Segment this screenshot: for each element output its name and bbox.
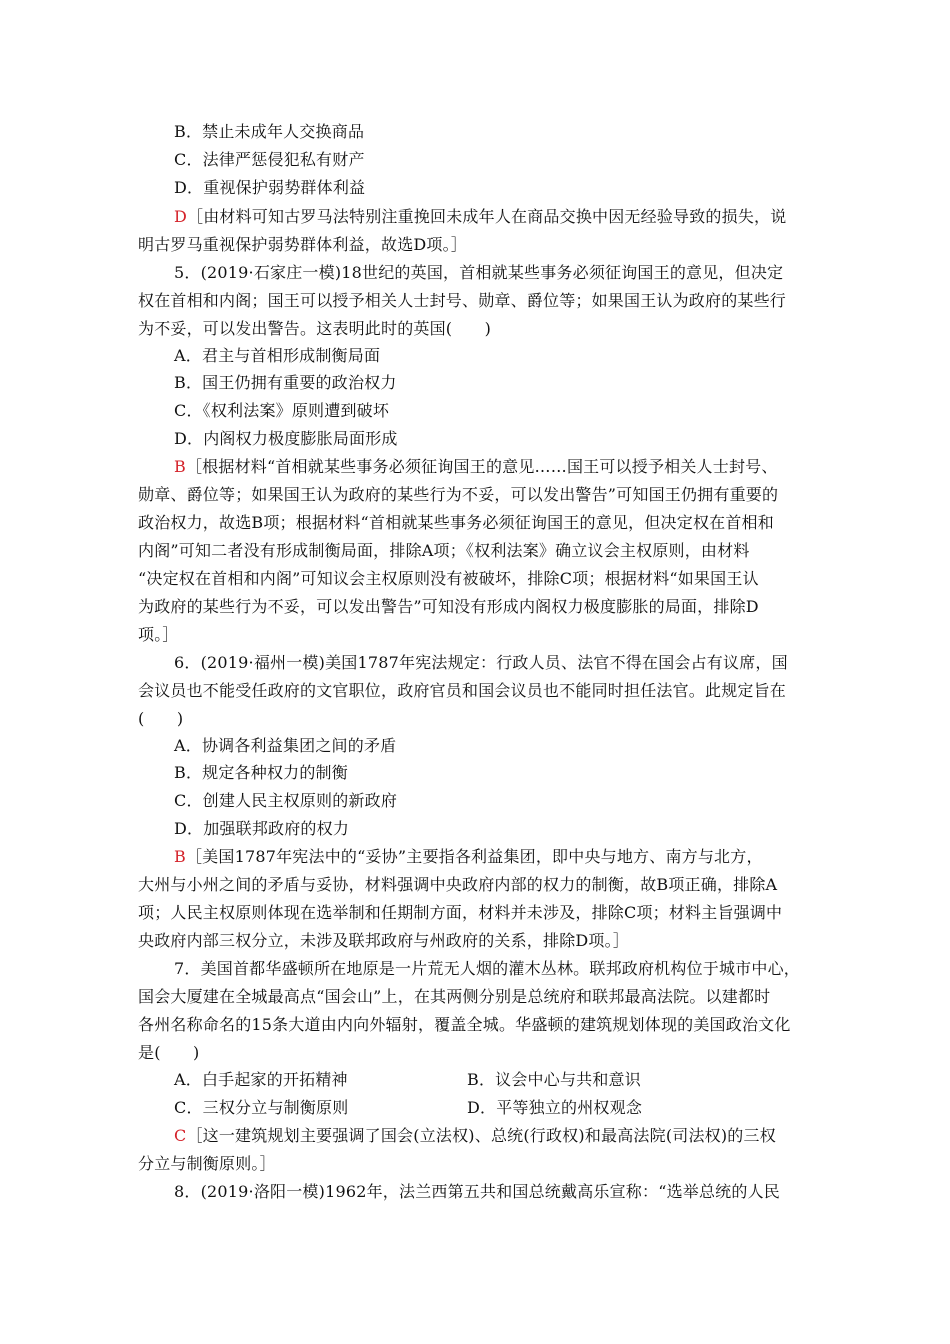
q6-option-a: A．协调各利益集团之间的矛盾 [174, 736, 397, 755]
q6-answer: B [174, 847, 186, 866]
q7-option-c: C．三权分立与制衡原则 [174, 1098, 349, 1117]
q5-explanation-line-5: “决定权在首相和内阁”可知议会主权原则没有被破坏，排除C项；根据材料“如果国王认 [138, 569, 759, 588]
q5-explanation-line-7: 项。］ [138, 625, 179, 644]
q7-option-d: D．平等独立的州权观念 [467, 1098, 643, 1117]
q6-stem-line-3: ( ) [138, 709, 184, 728]
q7-explanation-line-2: 分立与制衡原则。］ [138, 1154, 276, 1173]
q5-option-d: D．内阁权力极度膨胀局面形成 [174, 429, 398, 448]
q4-option-b: B．禁止未成年人交换商品 [174, 122, 365, 141]
q4-option-c: C．法律严惩侵犯私有财产 [174, 150, 365, 169]
q7-stem-line-4: 是( ) [138, 1043, 200, 1062]
q6-explanation-line-2: 大州与小州之间的矛盾与妥协，材料强调中央政府内部的权力的制衡，故B项正确，排除A [138, 875, 778, 894]
q5-option-c: C．《权利法案》原则遭到破坏 [174, 401, 390, 420]
q8-stem-line-1: 8．(2019·洛阳一模)1962年，法兰西第五共和国总统戴高乐宣称：“选举总统的人民 [174, 1182, 780, 1201]
q6-explanation-line-1: B［美国1787年宪法中的“妥协”主要指各利益集团，即中央与地方、南方与北方， [174, 847, 763, 866]
q5-option-b: B．国王仍拥有重要的政治权力 [174, 373, 397, 392]
q7-stem-line-1: 7．美国首都华盛顿所在地原是一片荒无人烟的灌木丛林。联邦政府机构位于城市中心， [174, 959, 800, 978]
q6-option-d: D．加强联邦政府的权力 [174, 819, 350, 838]
q5-explanation-line-3: 政治权力，故选B项；根据材料“首相就某些事务必须征询国王的意见，但决定权在首相和 [138, 513, 774, 532]
q6-option-b: B．规定各种权力的制衡 [174, 763, 348, 782]
q6-stem-line-2: 会议员也不能受任政府的文官职位，政府官员和国会议员也不能同时担任法官。此规定旨在 [138, 681, 787, 700]
q5-explanation-line-2: 勋章、爵位等；如果国王认为政府的某些行为不妥，可以发出警告”可知国王仍拥有重要的 [138, 485, 779, 504]
q6-option-c: C．创建人民主权原则的新政府 [174, 791, 398, 810]
q6-stem-line-1: 6．(2019·福州一模)美国1787年宪法规定：行政人员、法官不得在国会占有议席，国 [174, 653, 788, 672]
q7-explanation-line-1: C［这一建筑规划主要强调了国会(立法权)、总统(行政权)和最高法院(司法权)的三权 [174, 1126, 776, 1145]
q5-option-a: A．君主与首相形成制衡局面 [174, 346, 381, 365]
q5-explanation-line-4: 内阁”可知二者没有形成制衡局面，排除A项；《权利法案》确立议会主权原则，由材料 [138, 541, 750, 560]
q4-answer: D [174, 207, 188, 226]
q5-stem-line-2: 权在首相和内阁；国王可以授予相关人士封号、勋章、爵位等；如果国王认为政府的某些行 [138, 291, 787, 310]
q7-stem-line-2: 国会大厦建在全城最高点“国会山”上，在其两侧分别是总统府和联邦最高法院。以建都时 [138, 987, 771, 1006]
q5-answer: B [174, 457, 186, 476]
q5-explanation-line-1: B［根据材料“首相就某些事务必须征询国王的意见……国王可以授予相关人士封号、 [174, 457, 778, 476]
q5-explanation-line-6: 为政府的某些行为不妥，可以发出警告”可知没有形成内阁权力极度膨胀的局面，排除D [138, 597, 759, 616]
q4-option-d: D．重视保护弱势群体利益 [174, 178, 366, 197]
q7-option-a: A．白手起家的开拓精神 [174, 1070, 348, 1089]
q7-stem-line-3: 各州名称命名的15条大道由内向外辐射，覆盖全城。华盛顿的建筑规划体现的美国政治文化 [138, 1015, 791, 1034]
q5-stem-line-1: 5．(2019·石家庄一模)18世纪的英国，首相就某些事务必须征询国王的意见，但决定 [174, 263, 784, 282]
q4-explanation-line-2: 明古罗马重视保护弱势群体利益，故选D项。］ [138, 235, 468, 254]
q4-explanation-line-1: D［由材料可知古罗马法特别注重挽回未成年人在商品交换中因无经验导致的损失，说 [174, 207, 787, 226]
q6-explanation-line-3: 项；人民主权原则体现在选举制和任期制方面，材料并未涉及，排除C项；材料主旨强调中 [138, 903, 783, 922]
q5-stem-line-3: 为不妥，可以发出警告。这表明此时的英国( ) [138, 319, 492, 338]
q6-explanation-line-4: 央政府内部三权分立，未涉及联邦政府与州政府的关系，排除D项。］ [138, 931, 630, 950]
q7-option-b: B．议会中心与共和意识 [467, 1070, 641, 1089]
q7-answer: C [174, 1126, 187, 1145]
